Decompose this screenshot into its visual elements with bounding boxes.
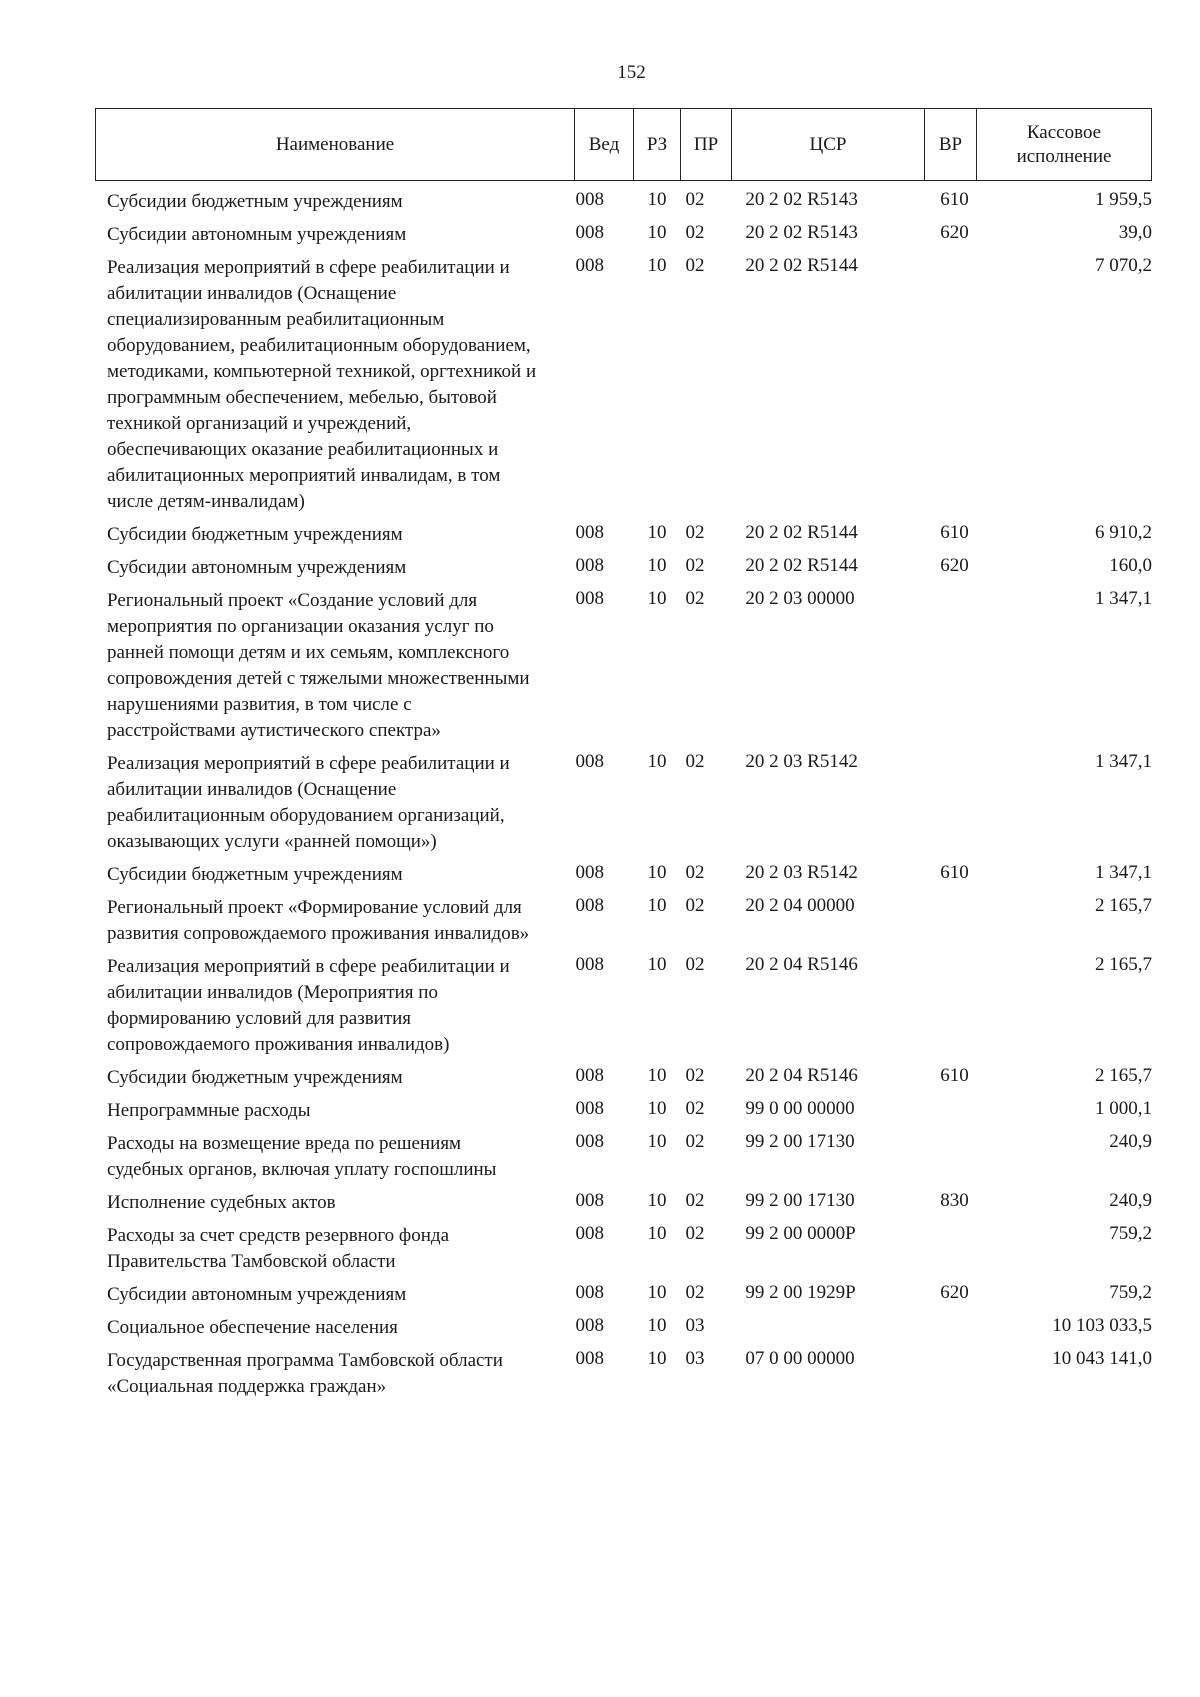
table-row — [95, 1348, 1152, 1400]
row-pr: 02 — [685, 862, 705, 883]
header-pr: ПР — [681, 109, 732, 180]
row-pr: 02 — [685, 588, 705, 609]
row-name: Субсидии бюджетным учреждениям — [107, 864, 403, 885]
row-ved: 008 — [575, 751, 605, 772]
row-rz: 10 — [647, 895, 667, 916]
row-cash-execution: 6 910,2 — [1095, 522, 1152, 543]
row-vr — [940, 1131, 990, 1183]
row-pr: 02 — [685, 895, 705, 916]
row-cash-execution: 1 347,1 — [1095, 751, 1152, 772]
row-cash-execution: 7 070,2 — [1095, 255, 1152, 276]
row-rz: 10 — [647, 862, 667, 883]
table-row — [95, 1190, 1152, 1216]
row-name: Субсидии автономным учреждениям — [107, 557, 407, 578]
page-number: 152 — [617, 62, 646, 83]
row-ved: 008 — [575, 522, 605, 543]
header-vr: ВР — [925, 109, 977, 180]
row-pr: 02 — [685, 1190, 705, 1211]
row-ved: 008 — [575, 1348, 605, 1369]
row-name: Государственная программа Тамбовской области «Социальная поддержка граждан» — [107, 1350, 503, 1397]
row-csr: 20 2 04 00000 — [745, 895, 855, 916]
row-pr: 02 — [685, 751, 705, 772]
row-name: Социальное обеспечение населения — [107, 1317, 398, 1338]
row-vr: 610 — [940, 189, 969, 210]
row-cash-execution: 2 165,7 — [1095, 954, 1152, 975]
row-ved: 008 — [575, 1282, 605, 1303]
row-vr: 610 — [940, 862, 969, 883]
row-csr: 20 2 03 R5142 — [745, 751, 858, 772]
row-rz: 10 — [647, 1131, 667, 1152]
table-row — [95, 954, 1152, 1058]
row-vr — [940, 895, 990, 947]
row-cash-execution: 2 165,7 — [1095, 895, 1152, 916]
row-rz: 10 — [647, 954, 667, 975]
table-row — [95, 1315, 1152, 1341]
row-vr — [940, 954, 990, 1058]
row-vr: 620 — [940, 1282, 969, 1303]
row-rz: 10 — [647, 751, 667, 772]
row-ved: 008 — [575, 862, 605, 883]
row-name: Субсидии бюджетным учреждениям — [107, 191, 403, 212]
row-pr: 02 — [685, 189, 705, 210]
row-vr — [940, 1348, 990, 1400]
row-name: Субсидии автономным учреждениям — [107, 224, 407, 245]
row-cash-execution: 2 165,7 — [1095, 1065, 1152, 1086]
table-row — [95, 1098, 1152, 1124]
row-pr: 03 — [685, 1315, 705, 1336]
row-ved: 008 — [575, 222, 605, 243]
row-pr: 02 — [685, 1098, 705, 1119]
row-csr: 20 2 02 R5143 — [745, 222, 858, 243]
row-csr: 20 2 02 R5144 — [745, 555, 858, 576]
row-name: Региональный проект «Формирование условий для развития сопровождаемого проживания инвалидов» — [107, 897, 530, 944]
row-vr: 610 — [940, 1065, 969, 1086]
row-name: Расходы за счет средств резервного фонда Правительства Тамбовской области — [107, 1225, 450, 1272]
table-row — [95, 222, 1152, 248]
row-csr — [745, 1315, 912, 1341]
row-cash-execution: 39,0 — [1118, 222, 1152, 243]
row-ved: 008 — [575, 1098, 605, 1119]
row-ved: 008 — [575, 255, 605, 276]
row-ved: 008 — [575, 895, 605, 916]
row-csr: 20 2 02 R5144 — [745, 255, 858, 276]
table-row — [95, 895, 1152, 947]
row-rz: 10 — [647, 588, 667, 609]
row-vr — [940, 1223, 990, 1275]
row-name: Субсидии автономным учреждениям — [107, 1284, 407, 1305]
row-csr: 20 2 03 R5142 — [745, 862, 858, 883]
table-row — [95, 1065, 1152, 1091]
row-pr: 02 — [685, 555, 705, 576]
row-vr: 610 — [940, 522, 969, 543]
table-row — [95, 1223, 1152, 1275]
row-csr: 99 2 00 17130 — [745, 1190, 855, 1211]
row-ved: 008 — [575, 1065, 605, 1086]
row-csr: 20 2 04 R5146 — [745, 1065, 858, 1086]
row-pr: 02 — [685, 1065, 705, 1086]
row-vr — [940, 255, 990, 515]
row-rz: 10 — [647, 255, 667, 276]
row-csr: 20 2 04 R5146 — [745, 954, 858, 975]
row-csr: 20 2 02 R5143 — [745, 189, 858, 210]
row-pr: 02 — [685, 1223, 705, 1244]
header-cash-execution: Кассовое исполнение — [1016, 121, 1112, 167]
row-name: Субсидии бюджетным учреждениям — [107, 1067, 403, 1088]
row-pr: 02 — [685, 522, 705, 543]
row-vr: 830 — [940, 1190, 969, 1211]
row-rz: 10 — [647, 189, 667, 210]
row-ved: 008 — [575, 1190, 605, 1211]
row-rz: 10 — [647, 1065, 667, 1086]
row-csr: 20 2 02 R5144 — [745, 522, 858, 543]
row-rz: 10 — [647, 522, 667, 543]
row-rz: 10 — [647, 1348, 667, 1369]
row-cash-execution: 240,9 — [1109, 1190, 1152, 1211]
row-cash-execution: 1 000,1 — [1095, 1098, 1152, 1119]
row-vr — [940, 1098, 990, 1124]
row-rz: 10 — [647, 1190, 667, 1211]
row-name: Региональный проект «Создание условий для мероприятия по организации оказания услуг по ранней помощи детям и их семьям, комплексного сопровождения детей с тяжелыми множественными нарушениями развития, в том числе с расстройствами аутистического спектра» — [107, 590, 530, 741]
row-csr: 99 0 00 00000 — [745, 1098, 855, 1119]
row-ved: 008 — [575, 1223, 605, 1244]
row-pr: 03 — [685, 1348, 705, 1369]
row-cash-execution: 1 959,5 — [1095, 189, 1152, 210]
row-rz: 10 — [647, 222, 667, 243]
row-vr: 620 — [940, 222, 969, 243]
row-name: Реализация мероприятий в сфере реабилитации и абилитации инвалидов (Мероприятия по формированию условий для развития сопровождаемого проживания инвалидов) — [107, 956, 510, 1055]
row-csr: 99 2 00 0000Р — [745, 1223, 856, 1244]
row-name: Реализация мероприятий в сфере реабилитации и абилитации инвалидов (Оснащение реабилитационным оборудованием организаций, оказывающих услуги «ранней помощи») — [107, 753, 510, 852]
header-csr: ЦСР — [732, 109, 925, 180]
row-rz: 10 — [647, 1223, 667, 1244]
row-rz: 10 — [647, 1098, 667, 1119]
row-pr: 02 — [685, 1282, 705, 1303]
row-cash-execution: 240,9 — [1109, 1131, 1152, 1152]
row-csr: 07 0 00 00000 — [745, 1348, 855, 1369]
table-row — [95, 522, 1152, 548]
row-csr: 20 2 03 00000 — [745, 588, 855, 609]
row-vr — [940, 1315, 990, 1341]
row-rz: 10 — [647, 1282, 667, 1303]
row-cash-execution: 10 103 033,5 — [1052, 1315, 1152, 1336]
row-cash-execution: 1 347,1 — [1095, 588, 1152, 609]
row-name: Субсидии бюджетным учреждениям — [107, 524, 403, 545]
header-ved: Вед — [575, 109, 634, 180]
row-cash-execution: 1 347,1 — [1095, 862, 1152, 883]
row-vr: 620 — [940, 555, 969, 576]
row-csr: 99 2 00 17130 — [745, 1131, 855, 1152]
row-name: Реализация мероприятий в сфере реабилитации и абилитации инвалидов (Оснащение специализированным реабилитационным оборудованием, реабилитационным оборудованием, методиками, компьютерной техникой, оргтехникой и программным обеспечением, мебелью, бытовой техникой организаций и учреждений, обеспечивающих оказание реабилитационных и абилитационных мероприятий инвалидам, в том числе детям-инвалидам) — [107, 257, 537, 512]
row-ved: 008 — [575, 1315, 605, 1336]
row-cash-execution: 10 043 141,0 — [1052, 1348, 1152, 1369]
table-row — [95, 189, 1152, 215]
row-rz: 10 — [647, 1315, 667, 1336]
table-row — [95, 862, 1152, 888]
row-ved: 008 — [575, 588, 605, 609]
row-pr: 02 — [685, 222, 705, 243]
row-name: Непрограммные расходы — [107, 1100, 311, 1121]
row-pr: 02 — [685, 255, 705, 276]
table-body — [95, 189, 1152, 1407]
table-row — [95, 1131, 1152, 1183]
row-csr: 99 2 00 1929Р — [745, 1282, 856, 1303]
table-row — [95, 555, 1152, 581]
table-header — [95, 108, 1152, 181]
header-rz: РЗ — [634, 109, 681, 180]
row-name: Расходы на возмещение вреда по решениям судебных органов, включая уплату госпошлины — [107, 1133, 497, 1180]
row-cash-execution: 759,2 — [1109, 1282, 1152, 1303]
row-cash-execution: 759,2 — [1109, 1223, 1152, 1244]
table-row — [95, 1282, 1152, 1308]
table-row — [95, 751, 1152, 855]
row-name: Исполнение судебных актов — [107, 1192, 336, 1213]
row-vr — [940, 588, 990, 744]
table-row — [95, 255, 1152, 515]
row-rz: 10 — [647, 555, 667, 576]
header-name: Наименование — [96, 109, 575, 180]
row-pr: 02 — [685, 954, 705, 975]
table-row — [95, 588, 1152, 744]
row-ved: 008 — [575, 1131, 605, 1152]
row-ved: 008 — [575, 555, 605, 576]
row-ved: 008 — [575, 189, 605, 210]
row-vr — [940, 751, 990, 855]
row-cash-execution: 160,0 — [1109, 555, 1152, 576]
row-ved: 008 — [575, 954, 605, 975]
row-pr: 02 — [685, 1131, 705, 1152]
